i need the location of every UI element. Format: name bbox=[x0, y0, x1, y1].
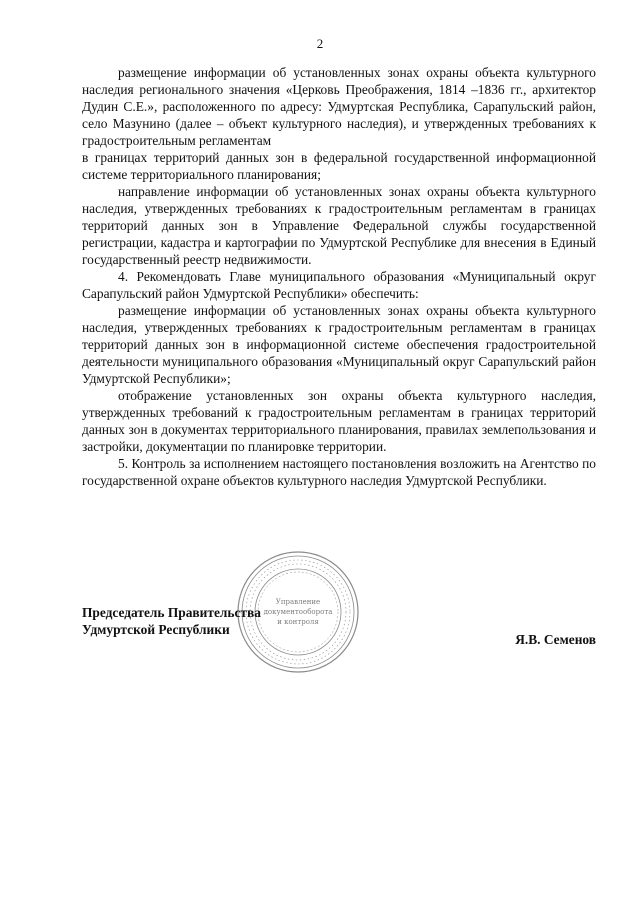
signatory-name: Я.В. Семенов bbox=[515, 632, 596, 647]
stamp-line-3: и контроля bbox=[277, 618, 319, 626]
signature-block bbox=[82, 604, 596, 647]
paragraph-continuation: в границах территорий данных зон в федеральной государственной информационной системе территориального планирования; bbox=[82, 150, 596, 182]
paragraph-item-4: 4. Рекомендовать Главе муниципального образования «Муниципальный округ Сарапульский район Удмуртской Республики» обеспечить: bbox=[82, 269, 596, 301]
signatory-position-line1: Председатель Правительства bbox=[82, 605, 261, 620]
paragraph-placement-info: размещение информации об установленных зонах охраны объекта культурного наследия регионального значения «Церковь Преображения, 1814 –1836 гг., архитектор Дудин С.Е.», расположенного по адресу: Удмуртская Республика, Сарапульский район, село Мазунино (далее – объект культурного наследия), и утвержденных требованиях к градостроительным регламентам bbox=[82, 65, 596, 148]
paragraph-display-zones: отображение установленных зон охраны объекта культурного наследия, утвержденных требований к градостроительным регламентам в границах территорий данных зон в документах территориального планирования, правилах землепользования и застройки, документации по планировке территории. bbox=[82, 388, 596, 454]
paragraph-send-info: направление информации об установленных зонах охраны объекта культурного наследия, утвержденных требованиях к градостроительным регламентам в границах территорий данных зон в Управление Федеральной службы государственной регистрации, кадастра и картографии по Удмуртской Республике для внесения в Единый государственный реестр недвижимости. bbox=[82, 184, 596, 267]
stamp-line-2: документооборота bbox=[263, 608, 333, 616]
page-number: 2 bbox=[316, 36, 324, 51]
signatory-position bbox=[82, 604, 261, 638]
paragraph-placement-municipal: размещение информации об установленных зонах охраны объекта культурного наследия, утвержденных требованиях к градостроительным регламентам в границах территорий данных зон в информационной системе обеспечения градостроительной деятельности муниципального образования «Муниципальный округ Сарапульский район Удмуртской Республики»; bbox=[82, 303, 596, 386]
paragraph-item-5: 5. Контроль за исполнением настоящего постановления возложить на Агентство по государственной охране объектов культурного наследия Удмуртской Республики. bbox=[82, 456, 596, 488]
document-body bbox=[82, 64, 596, 489]
stamp-line-1: Управление bbox=[275, 598, 321, 606]
signatory-position-line2: Удмуртской Республики bbox=[82, 622, 230, 637]
